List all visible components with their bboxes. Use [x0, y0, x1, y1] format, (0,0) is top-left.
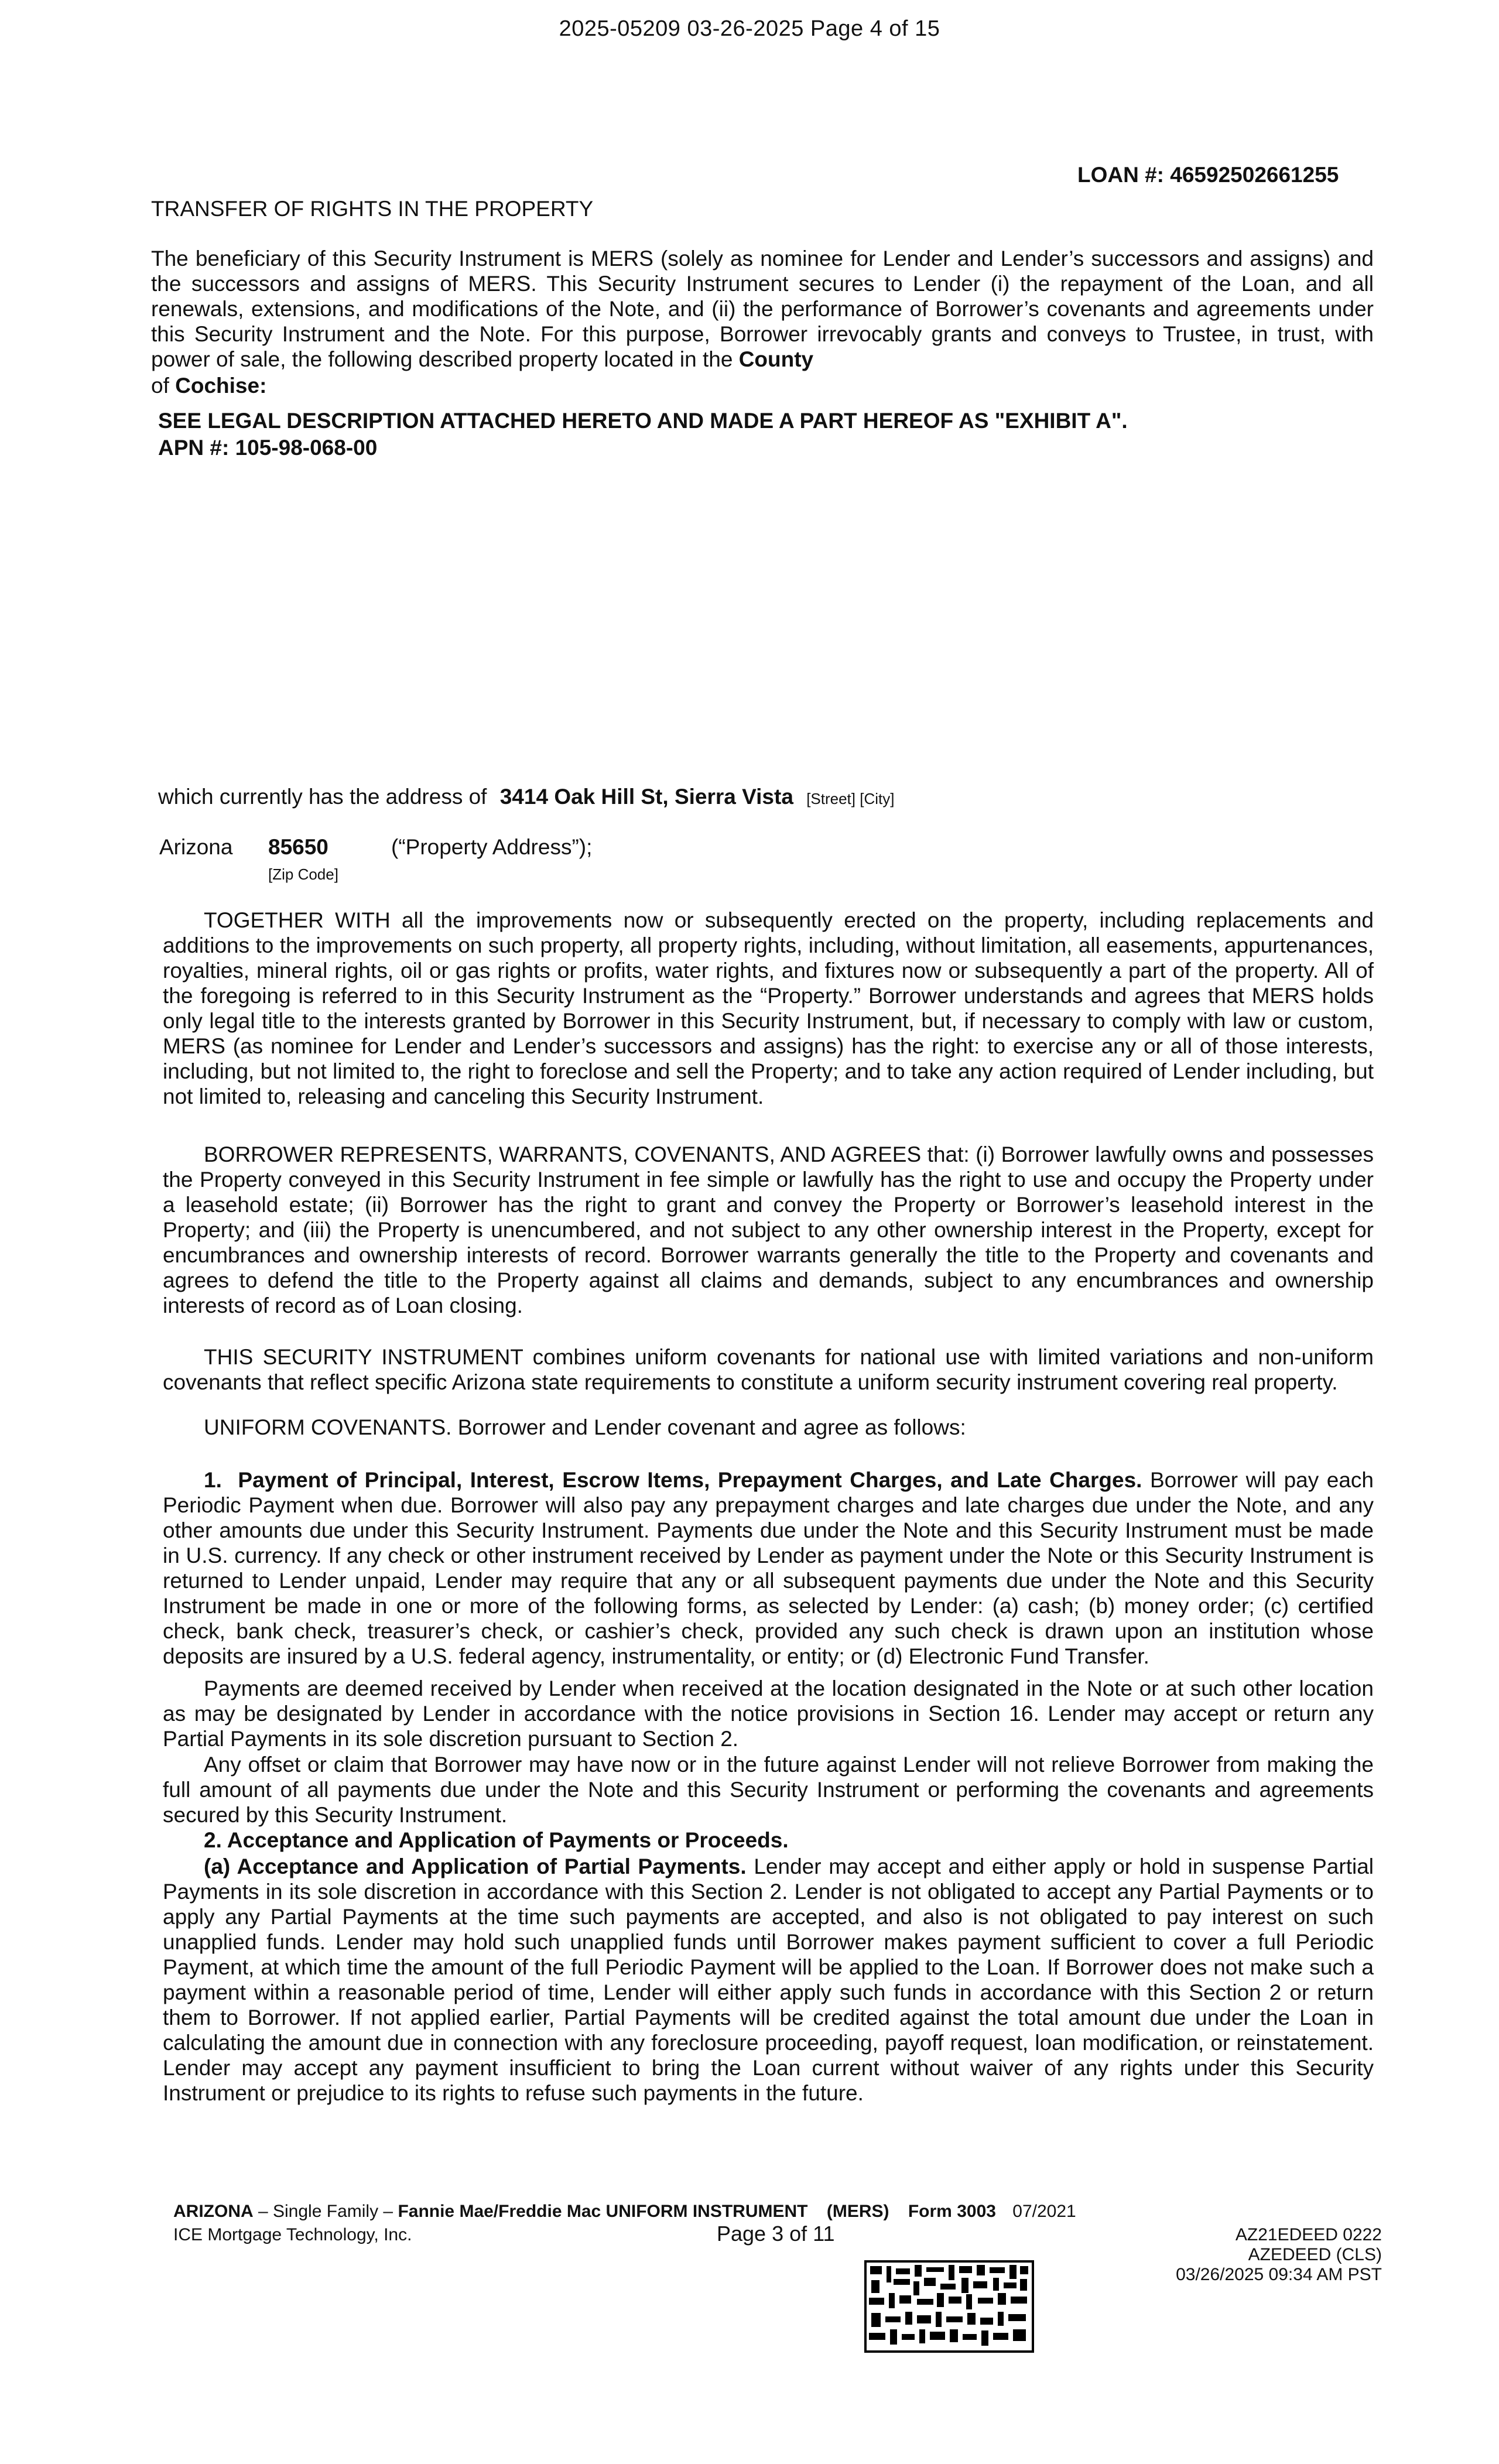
footer-family: – Single Family –: [253, 2202, 398, 2221]
section-1-number: 1.: [204, 1468, 222, 1492]
footer-form-name: Fannie Mae/Freddie Mac UNIFORM INSTRUMENT: [398, 2202, 808, 2221]
legal-description: SEE LEGAL DESCRIPTION ATTACHED HERETO AND MADE A PART HEREOF AS "EXHIBIT A".: [158, 409, 1128, 433]
section-title: TRANSFER OF RIGHTS IN THE PROPERTY: [151, 197, 594, 221]
section-2a-paragraph: [163, 1854, 1374, 2106]
loan-number: LOAN #: 46592502661255: [1077, 163, 1339, 187]
section-1-body: Borrower will pay each Periodic Payment when due. Borrower will also pay any prepayment charges and late charges due under the Note, and any other amounts due under this Security Instrument. Payments due under the Note and this Security Instrument must be made in U.S. currency. If any check or other instrument received by Lender as payment under the Note or this Security Instrument is returned to Lender unpaid, Lender may require that any or all subsequent payments due under the Note and this Security Instrument be made in one or more of the following forms, as selected by Lender: (a) cash; (b) money order; (c) certified check, bank check, treasurer’s check, or cashier’s check, provided any such check is drawn upon an institution whose deposits are insured by a U.S. federal agency, instrumentality, or entity; or (d) Electronic Fund Transfer.: [163, 1468, 1374, 1668]
footer-mers: (MERS): [826, 2202, 889, 2221]
section-2a-body: Lender may accept and either apply or hold in suspense Partial Payments in its sole discretion in accordance with this Section 2. Lender is not obligated to accept any Partial Payments or to apply any Partial Payments at the time such payments are accepted, and also is not obligated to pay interest on such unapplied funds. Lender may hold such unapplied funds until Borrower makes payment sufficient to cover a full Periodic Payment, at which time the amount of the full Periodic Payment will be applied to the Loan. If Borrower does not make such a payment within a reasonable period of time, Lender will either apply such funds in accordance with this Section 2 or return them to Borrower. If not applied earlier, Partial Payments will be credited against the total amount due under the Loan in calculating the amount due in connection with any foreclosure proceeding, payoff request, loan modification, or reinstatement. Lender may accept any payment insufficient to bring the Loan current without waiver of any rights under this Security Instrument or prejudice to its rights to refuse such payments in the future.: [163, 1854, 1374, 2105]
of-word: of: [151, 374, 169, 398]
footer-form-date: 07/2021: [1012, 2202, 1076, 2221]
footer-codes: [1159, 2225, 1382, 2285]
section-1-paragraph-3: [163, 1752, 1374, 1828]
street-city: 3414 Oak Hill St, Sierra Vista: [499, 785, 793, 809]
transfer-paragraph: [151, 246, 1374, 372]
county-line: [151, 374, 266, 398]
transfer-body: The beneficiary of this Security Instrument is MERS (solely as nominee for Lender and Lender’s successors and assigns) and the successors and assigns of MERS. This Security Instrument secures to Lender (i) the repayment of the Loan, and all renewals, extensions, and modifications of the Note, and (ii) the performance of Borrower’s covenants and agreements under this Security Instrument and the Note. For this purpose, Borrower irrevocably grants and conveys to Trustee, in trust, with power of sale, the following described property located in the: [151, 247, 1374, 371]
section-1-paragraph-2: [163, 1676, 1374, 1751]
footer-form-line: [173, 2202, 1076, 2222]
property-address-label: (“Property Address”);: [391, 835, 593, 859]
section-2a-title: (a) Acceptance and Application of Partial Payments.: [204, 1854, 747, 1878]
section-2-heading: 2. Acceptance and Application of Payments or Proceeds.: [204, 1828, 789, 1852]
recording-header: 2025-05209 03-26-2025 Page 4 of 15: [559, 16, 940, 41]
address-prefix: which currently has the address of: [158, 785, 487, 809]
apn-number: APN #: 105-98-068-00: [158, 436, 378, 460]
footer-timestamp: 03/26/2025 09:34 AM PST: [1176, 2265, 1382, 2284]
section-1-p3: Any offset or claim that Borrower may have now or in the future against Lender will not relieve Borrower from making the full amount of all payments due under the Note and this Security Instrument or performing the covenants and agreements secured by this Security Instrument.: [163, 1753, 1374, 1827]
barcode-icon: [864, 2260, 1034, 2353]
footer-code-2: AZEDEED (CLS): [1248, 2245, 1382, 2264]
footer-form-number: Form 3003: [908, 2202, 996, 2221]
security-text: THIS SECURITY INSTRUMENT combines uniform covenants for national use with limited variations and non-uniform covenants that reflect specific Arizona state requirements to constitute a uniform security instrument covering real property.: [163, 1345, 1374, 1394]
footer-company: ICE Mortgage Technology, Inc.: [173, 2225, 412, 2244]
uniform-paragraph: [163, 1415, 1374, 1440]
security-paragraph: [163, 1344, 1374, 1395]
borrower-paragraph: [163, 1142, 1374, 1318]
footer-state: ARIZONA: [173, 2202, 254, 2221]
zip-code: 85650: [268, 835, 328, 859]
county-name: Cochise:: [175, 374, 267, 398]
address-line: [158, 785, 894, 809]
section-1-p2: Payments are deemed received by Lender when received at the location designated in the Note or at such other location as may be designated by Lender in accordance with the notice provisions in Section 16. Lender may accept or return any Partial Payments in its sole discretion pursuant to Section 2.: [163, 1676, 1374, 1751]
borrower-text: BORROWER REPRESENTS, WARRANTS, COVENANTS, AND AGREES that: (i) Borrower lawfully owns and possesses the Property conveyed in this Security Instrument in fee simple or lawfully has the right to use and occupy the Property under a leasehold estate; (ii) Borrower has the right to grant and convey the Property or Borrower’s leasehold interest in the Property; and (iii) the Property is unencumbered, and not subject to any other ownership interest in the Property, except for encumbrances and ownership interests of record. Borrower warrants generally the title to the Property and covenants and agrees to defend the title to the Property against all claims and demands, subject to any encumbrances and ownership interests of record as of Loan closing.: [163, 1142, 1374, 1317]
county-word: County: [738, 347, 814, 371]
street-label: [Street] [City]: [806, 790, 895, 807]
uniform-text: UNIFORM COVENANTS. Borrower and Lender covenant and agree as follows:: [204, 1415, 966, 1439]
section-1-paragraph: [163, 1467, 1374, 1669]
together-text: TOGETHER WITH all the improvements now or subsequently erected on the property, including replacements and additions to the improvements on such property, all property rights, including, without limitation, all easements, appurtenances, royalties, mineral rights, oil or gas rights or profits, water rights, and fixtures now or subsequently a part of the property. All of the foregoing is referred to in this Security Instrument as the “Property.” Borrower understands and agrees that MERS holds only legal title to the interests granted by Borrower in this Security Instrument, but, if necessary to comply with law or custom, MERS (as nominee for Lender and Lender’s successors and assigns) has the right: to exercise any or all of those interests, including, but not limited to, the right to foreclose and sell the Property; and to take any action required of Lender including, but not limited to, releasing and canceling this Security Instrument.: [163, 908, 1374, 1108]
footer-page-number: Page 3 of 11: [717, 2222, 835, 2246]
together-paragraph: [163, 908, 1374, 1109]
footer-code-1: AZ21EDEED 0222: [1235, 2225, 1382, 2244]
section-1-title: Payment of Principal, Interest, Escrow Items, Prepayment Charges, and Late Charges.: [238, 1468, 1142, 1492]
zip-label: [Zip Code]: [268, 865, 338, 883]
state-name: Arizona: [159, 835, 233, 859]
